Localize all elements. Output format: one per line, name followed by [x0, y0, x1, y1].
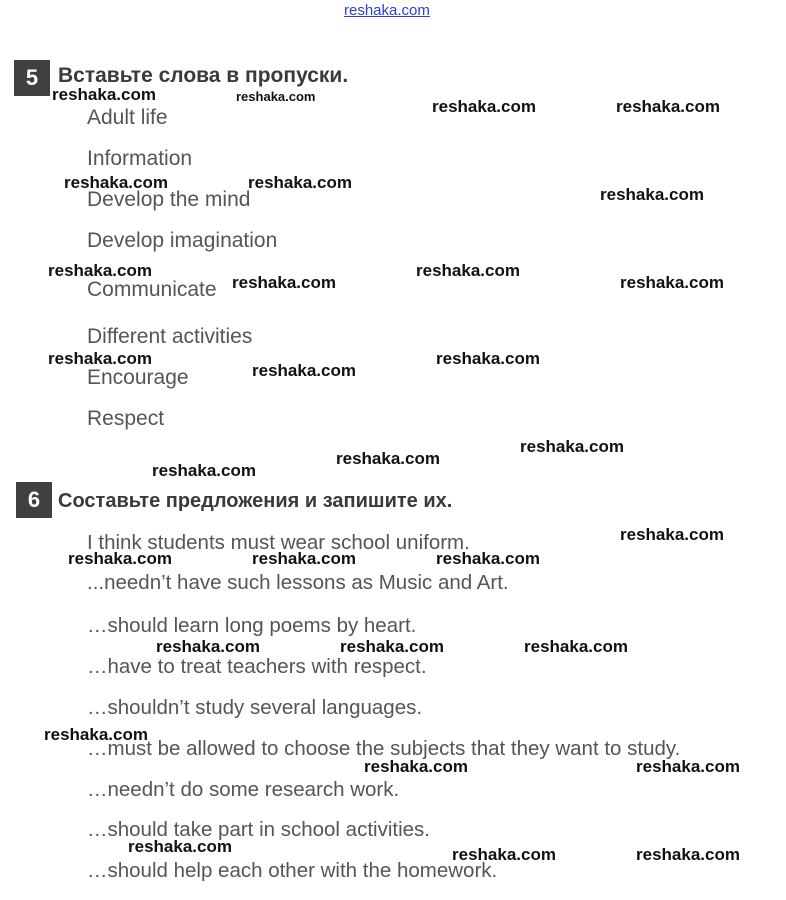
watermark: reshaka.com [68, 549, 172, 568]
watermark: reshaka.com [64, 173, 168, 192]
site-link[interactable]: reshaka.com [344, 2, 430, 19]
watermark: reshaka.com [436, 349, 540, 368]
sentence-item: …should take part in school activities. [87, 818, 430, 841]
watermark: reshaka.com [52, 85, 156, 104]
word-item: Respect [87, 407, 165, 430]
watermark: reshaka.com [252, 361, 356, 380]
word-item: Develop the mind [87, 188, 251, 211]
word-item: Encourage [87, 366, 189, 389]
sentence-item: …needn’t do some research work. [87, 778, 400, 801]
watermark: reshaka.com [416, 261, 520, 280]
word-item: Adult life [87, 106, 168, 129]
watermark: reshaka.com [156, 637, 260, 656]
sentence-item: I think students must wear school uniform. [87, 531, 470, 554]
sentence-item: ...needn’t have such lessons as Music and Art. [87, 571, 509, 594]
exercise-5-title: Вставьте слова в пропуски. [58, 64, 349, 87]
word-item: Information [87, 147, 193, 170]
watermark: reshaka.com [636, 845, 740, 864]
watermark: reshaka.com [524, 637, 628, 656]
watermark: reshaka.com [616, 97, 720, 116]
watermark: reshaka.com [48, 261, 152, 280]
exercise-6-title: Составьте предложения и запишите их. [58, 490, 453, 512]
sentence-item: …have to treat teachers with respect. [87, 655, 427, 678]
sentence-item: …must be allowed to choose the subjects that they want to study. [87, 737, 681, 760]
sentence-item: …shouldn’t study several languages. [87, 696, 423, 719]
watermark: reshaka.com [128, 837, 232, 856]
watermark: reshaka.com [232, 273, 336, 292]
watermark: reshaka.com [436, 549, 540, 568]
watermark: reshaka.com [48, 349, 152, 368]
sentence-item: …should learn long poems by heart. [87, 614, 417, 637]
watermark: reshaka.com [44, 725, 148, 744]
watermark: reshaka.com [340, 637, 444, 656]
watermark: reshaka.com [620, 525, 724, 544]
watermark: reshaka.com [432, 97, 536, 116]
word-item: Develop imagination [87, 229, 278, 252]
watermark: reshaka.com [236, 89, 316, 104]
watermark: reshaka.com [636, 757, 740, 776]
exercise-5-number: 5 [14, 60, 50, 96]
exercise-6-number: 6 [16, 482, 52, 518]
word-item: Communicate [87, 278, 217, 301]
watermark: reshaka.com [152, 461, 256, 480]
watermark: reshaka.com [364, 757, 468, 776]
watermark: reshaka.com [248, 173, 352, 192]
watermark: reshaka.com [336, 449, 440, 468]
word-item: Different activities [87, 325, 253, 348]
watermark: reshaka.com [252, 549, 356, 568]
watermark: reshaka.com [600, 185, 704, 204]
watermark: reshaka.com [520, 437, 624, 456]
sentence-item: …should help each other with the homework. [87, 859, 498, 882]
watermark: reshaka.com [620, 273, 724, 292]
watermark: reshaka.com [452, 845, 556, 864]
